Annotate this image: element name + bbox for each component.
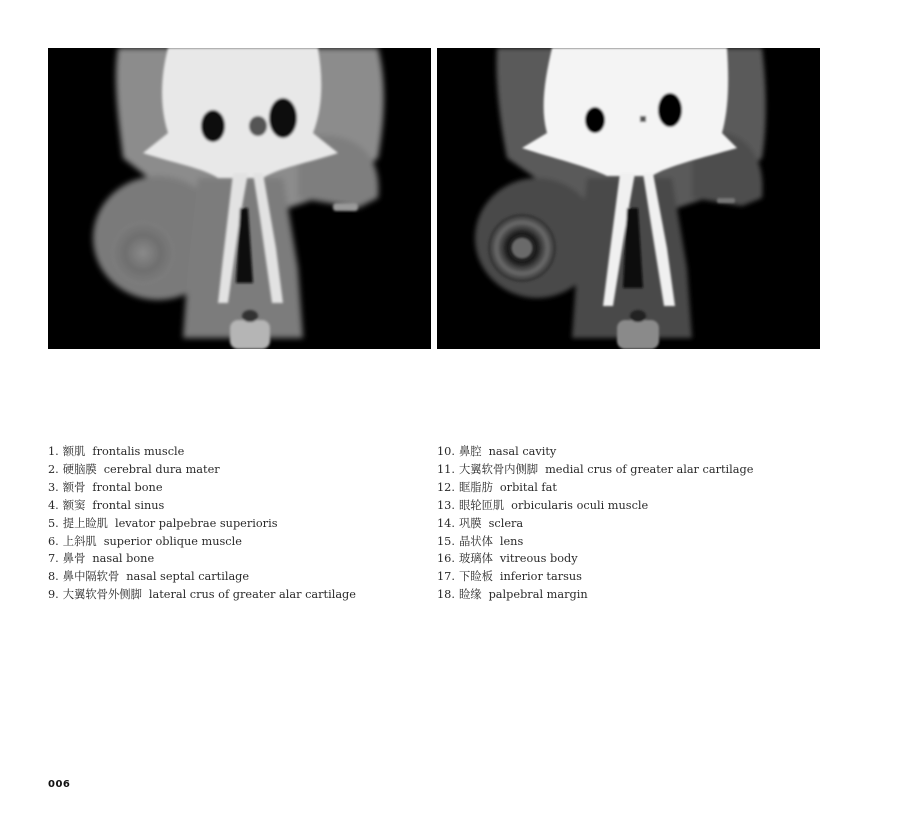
legend-english-term: nasal cavity	[488, 445, 557, 458]
legend-number: 9.	[48, 588, 59, 602]
legend-number: 5.	[48, 516, 59, 530]
legend-chinese-term: 大翼软骨内侧脚	[458, 462, 539, 476]
legend-english-term: orbital fat	[499, 480, 557, 494]
legend-chinese-term: 鼻中隔软骨	[62, 570, 120, 584]
legend-number: 14.	[437, 516, 455, 530]
legend-chinese-term: 额肌	[62, 445, 86, 458]
legend-english-term: superior oblique muscle	[103, 534, 242, 548]
legend-item	[437, 461, 753, 479]
legend-item	[48, 550, 356, 568]
legend-number: 17.	[437, 570, 455, 584]
legend-number: 18.	[437, 588, 455, 602]
legend-item	[48, 443, 356, 461]
legend-number: 8.	[48, 570, 59, 584]
legend-number: 11.	[437, 462, 455, 476]
ct-scan-graphic	[48, 48, 431, 349]
legend-chinese-term: 眼轮匝肌	[458, 498, 505, 512]
legend-chinese-term: 巩膜	[458, 516, 482, 530]
legend-item	[437, 568, 753, 586]
legend-chinese-term: 眶脂肪	[458, 480, 493, 494]
legend-chinese-term: 上斜肌	[62, 534, 97, 548]
legend-number: 15.	[437, 534, 455, 548]
legend-english-term: cerebral dura mater	[103, 462, 220, 476]
legend-item	[48, 586, 356, 604]
legend-chinese-term: 玻璃体	[458, 552, 493, 566]
legend-english-term: nasal septal cartilage	[126, 570, 250, 584]
legend-item	[48, 568, 356, 586]
legend-item	[437, 586, 753, 604]
legend-english-term: palpebral margin	[488, 588, 588, 602]
legend-item	[437, 497, 753, 515]
legend-english-term: vitreous body	[499, 552, 578, 566]
legend-number: 12.	[437, 480, 455, 494]
legend-english-term: levator palpebrae superioris	[114, 516, 278, 530]
legend-item	[48, 533, 356, 551]
legend-chinese-term: 晶状体	[458, 534, 493, 548]
legend-item	[437, 479, 753, 497]
legend-english-term: orbicularis oculi muscle	[511, 498, 649, 512]
legend-chinese-term: 大翼软骨外侧脚	[62, 588, 142, 602]
legend-chinese-term: 提上睑肌	[62, 516, 108, 530]
ct-scan-graphic	[437, 48, 820, 349]
legend-item	[48, 479, 356, 497]
page-number: 006	[48, 779, 71, 790]
legend-english-term: lens	[499, 534, 524, 548]
legend-english-term: inferior tarsus	[499, 570, 582, 584]
legend-english-term: frontal sinus	[92, 498, 165, 512]
legend-number: 3.	[48, 480, 59, 494]
legend-english-term: nasal bone	[92, 552, 155, 566]
legend-number: 13.	[437, 498, 455, 512]
legend-chinese-term: 鼻骨	[62, 552, 86, 566]
legend-item	[48, 497, 356, 515]
legend-english-term: lateral crus of greater alar cartilage	[148, 588, 356, 602]
legend-chinese-term: 鼻腔	[458, 445, 482, 458]
legend-list-left	[48, 443, 356, 604]
legend-english-term: sclera	[488, 516, 524, 530]
legend-number: 6.	[48, 534, 59, 548]
legend-number: 10.	[437, 445, 455, 458]
legend-item	[437, 533, 753, 551]
ct-image-bone-window	[437, 48, 820, 349]
legend-number: 4.	[48, 498, 59, 512]
legend-chinese-term: 睑缘	[458, 588, 482, 602]
legend-chinese-term: 硬脑膜	[62, 462, 97, 476]
legend-item	[48, 461, 356, 479]
legend-list-right	[437, 443, 753, 604]
legend-chinese-term: 额骨	[62, 480, 86, 494]
legend-item	[48, 515, 356, 533]
legend-english-term: frontal bone	[92, 480, 163, 494]
legend-item	[437, 443, 753, 461]
legend-number: 7.	[48, 552, 59, 566]
legend-english-term: medial crus of greater alar cartilage	[545, 462, 754, 476]
legend-english-term: frontalis muscle	[92, 445, 185, 458]
legend-chinese-term: 额窦	[62, 498, 86, 512]
ct-image-soft-tissue	[48, 48, 431, 349]
legend-chinese-term: 下睑板	[458, 570, 493, 584]
legend-number: 2.	[48, 462, 59, 476]
legend-item	[437, 515, 753, 533]
legend-item	[437, 550, 753, 568]
legend-number: 16.	[437, 552, 455, 566]
legend-number: 1.	[48, 445, 59, 458]
